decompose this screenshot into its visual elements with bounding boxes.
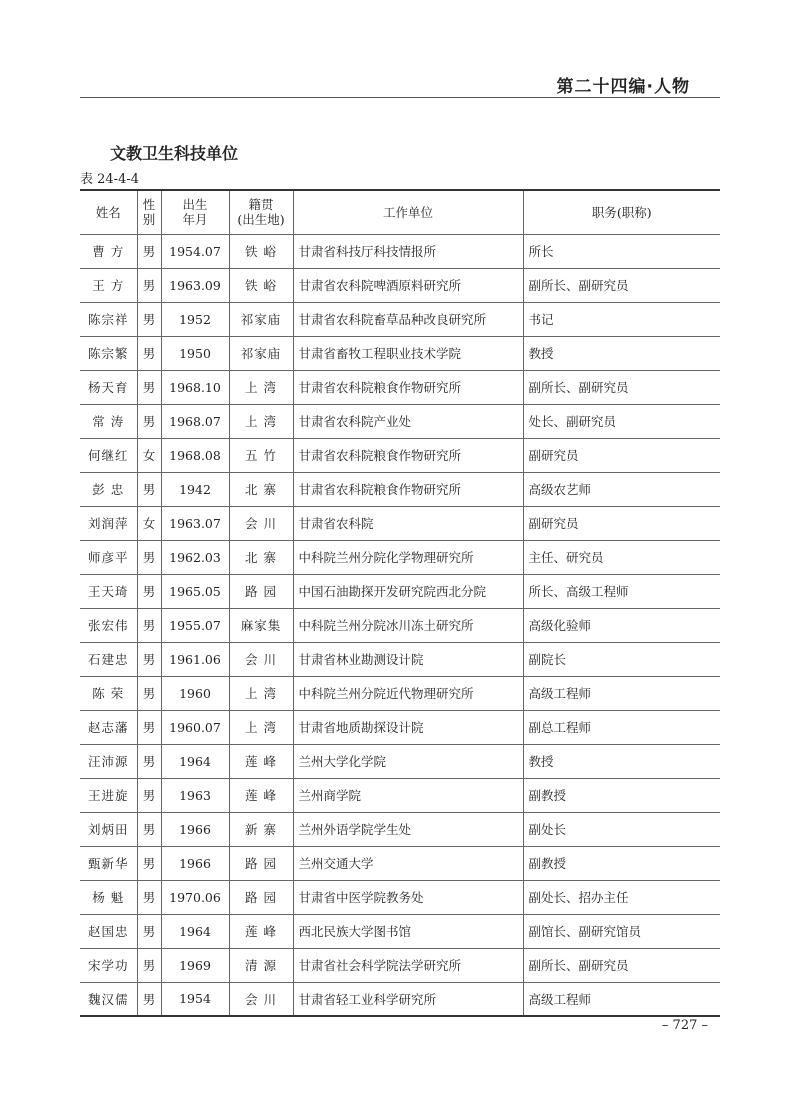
- cell-sex: 男: [137, 370, 161, 404]
- cell-origin: 莲 峰: [229, 914, 293, 948]
- cell-unit: 甘肃省中医学院教务处: [293, 880, 523, 914]
- cell-sex: 男: [137, 676, 161, 710]
- cell-sex: 男: [137, 302, 161, 336]
- cell-unit: 甘肃省农科院产业处: [293, 404, 523, 438]
- table-row: [80, 676, 720, 710]
- table-row: [80, 574, 720, 608]
- cell-sex: 男: [137, 234, 161, 268]
- col-header-born: [161, 190, 229, 234]
- cell-origin: 铁 峪: [229, 234, 293, 268]
- table-row: [80, 540, 720, 574]
- cell-unit: 甘肃省农科院畜草品种改良研究所: [293, 302, 523, 336]
- cell-unit: 兰州商学院: [293, 778, 523, 812]
- cell-name: 赵国忠: [80, 914, 137, 948]
- col-header-origin-line2: (出生地): [237, 212, 285, 228]
- cell-sex: 女: [137, 438, 161, 472]
- table-row: [80, 438, 720, 472]
- cell-origin: 莲 峰: [229, 744, 293, 778]
- cell-name: 陈宗祥: [80, 302, 137, 336]
- cell-unit: 西北民族大学图书馆: [293, 914, 523, 948]
- cell-name: 陈宗繁: [80, 336, 137, 370]
- cell-sex: 男: [137, 914, 161, 948]
- cell-born: 1963.07: [161, 506, 229, 540]
- cell-post: 副所长、副研究员: [523, 268, 720, 302]
- cell-unit: 兰州外语学院学生处: [293, 812, 523, 846]
- cell-unit: 甘肃省农科院粮食作物研究所: [293, 438, 523, 472]
- cell-sex: 男: [137, 268, 161, 302]
- cell-sex: 男: [137, 846, 161, 880]
- cell-name: 甄新华: [80, 846, 137, 880]
- cell-sex: 男: [137, 472, 161, 506]
- cell-born: 1966: [161, 812, 229, 846]
- table-row: [80, 472, 720, 506]
- cell-post: 高级农艺师: [523, 472, 720, 506]
- cell-name: 王天琦: [80, 574, 137, 608]
- table-row: [80, 268, 720, 302]
- cell-born: 1968.07: [161, 404, 229, 438]
- cell-unit: 甘肃省林业勘测设计院: [293, 642, 523, 676]
- cell-born: 1942: [161, 472, 229, 506]
- cell-sex: 男: [137, 608, 161, 642]
- col-header-born-line1: 出生: [182, 197, 208, 213]
- table-row: [80, 982, 720, 1016]
- cell-origin: 上 湾: [229, 404, 293, 438]
- cell-born: 1950: [161, 336, 229, 370]
- cell-post: 副所长、副研究员: [523, 370, 720, 404]
- table-row: [80, 914, 720, 948]
- cell-born: 1964: [161, 744, 229, 778]
- cell-origin: 祁家庙: [229, 336, 293, 370]
- cell-post: 书记: [523, 302, 720, 336]
- cell-born: 1968.10: [161, 370, 229, 404]
- cell-name: 常 涛: [80, 404, 137, 438]
- cell-name: 魏汉儒: [80, 982, 137, 1016]
- cell-name: 张宏伟: [80, 608, 137, 642]
- cell-origin: 上 湾: [229, 370, 293, 404]
- cell-sex: 男: [137, 948, 161, 982]
- cell-born: 1952: [161, 302, 229, 336]
- cell-born: 1954: [161, 982, 229, 1016]
- cell-post: 副处长: [523, 812, 720, 846]
- cell-born: 1970.06: [161, 880, 229, 914]
- table-row: [80, 370, 720, 404]
- cell-name: 师彦平: [80, 540, 137, 574]
- cell-name: 陈 荣: [80, 676, 137, 710]
- cell-unit: 甘肃省农科院粮食作物研究所: [293, 472, 523, 506]
- cell-sex: 男: [137, 778, 161, 812]
- table-row: [80, 948, 720, 982]
- cell-sex: 男: [137, 744, 161, 778]
- cell-sex: 男: [137, 540, 161, 574]
- col-header-origin-line1: 籍贯: [248, 197, 274, 213]
- cell-name: 石建忠: [80, 642, 137, 676]
- cell-origin: 路 园: [229, 574, 293, 608]
- col-header-unit: 工作单位: [293, 190, 523, 234]
- cell-name: 刘炳田: [80, 812, 137, 846]
- cell-name: 宋学功: [80, 948, 137, 982]
- col-header-sex-line2: 别: [142, 212, 156, 228]
- cell-origin: 上 湾: [229, 710, 293, 744]
- table-id: 表 24-4-4: [80, 172, 140, 187]
- cell-unit: 中科院兰州分院冰川冻土研究所: [293, 608, 523, 642]
- table-row: [80, 880, 720, 914]
- cell-unit: 甘肃省科技厅科技情报所: [293, 234, 523, 268]
- page-number: – 727 –: [661, 1018, 708, 1033]
- cell-born: 1962.03: [161, 540, 229, 574]
- table-row: [80, 608, 720, 642]
- table-header-row: [80, 190, 720, 234]
- cell-post: 教授: [523, 336, 720, 370]
- cell-unit: 中国石油勘探开发研究院西北分院: [293, 574, 523, 608]
- cell-origin: 莲 峰: [229, 778, 293, 812]
- cell-origin: 上 湾: [229, 676, 293, 710]
- cell-post: 副研究员: [523, 506, 720, 540]
- cell-born: 1954.07: [161, 234, 229, 268]
- col-header-sex-line1: 性: [142, 197, 156, 213]
- cell-born: 1961.06: [161, 642, 229, 676]
- cell-origin: 麻家集: [229, 608, 293, 642]
- cell-name: 王 方: [80, 268, 137, 302]
- cell-origin: 铁 峪: [229, 268, 293, 302]
- cell-origin: 路 园: [229, 880, 293, 914]
- cell-name: 杨天育: [80, 370, 137, 404]
- cell-born: 1966: [161, 846, 229, 880]
- table-row: [80, 642, 720, 676]
- table-row: [80, 506, 720, 540]
- cell-post: 副处长、招办主任: [523, 880, 720, 914]
- cell-sex: 女: [137, 506, 161, 540]
- cell-origin: 五 竹: [229, 438, 293, 472]
- cell-sex: 男: [137, 574, 161, 608]
- cell-post: 高级工程师: [523, 676, 720, 710]
- table-row: [80, 302, 720, 336]
- cell-born: 1955.07: [161, 608, 229, 642]
- cell-origin: 路 园: [229, 846, 293, 880]
- cell-post: 所长、高级工程师: [523, 574, 720, 608]
- cell-born: 1964: [161, 914, 229, 948]
- cell-post: 高级化验师: [523, 608, 720, 642]
- cell-origin: 清 源: [229, 948, 293, 982]
- personnel-table: [80, 189, 720, 1017]
- col-header-born-line2: 年月: [182, 212, 208, 228]
- cell-origin: 北 寨: [229, 540, 293, 574]
- table-row: [80, 846, 720, 880]
- cell-sex: 男: [137, 404, 161, 438]
- cell-post: 主任、研究员: [523, 540, 720, 574]
- cell-born: 1960.07: [161, 710, 229, 744]
- table-row: [80, 234, 720, 268]
- table-row: [80, 812, 720, 846]
- cell-origin: 新 寨: [229, 812, 293, 846]
- header-rule: [80, 97, 720, 98]
- cell-born: 1969: [161, 948, 229, 982]
- cell-sex: 男: [137, 336, 161, 370]
- cell-name: 赵志藩: [80, 710, 137, 744]
- cell-sex: 男: [137, 710, 161, 744]
- cell-unit: 甘肃省社会科学院法学研究所: [293, 948, 523, 982]
- col-header-name: 姓名: [80, 190, 137, 234]
- cell-born: 1960: [161, 676, 229, 710]
- cell-origin: 会 川: [229, 982, 293, 1016]
- cell-sex: 男: [137, 880, 161, 914]
- cell-origin: 会 川: [229, 506, 293, 540]
- table-row: [80, 744, 720, 778]
- cell-name: 曹 方: [80, 234, 137, 268]
- cell-unit: 甘肃省农科院粮食作物研究所: [293, 370, 523, 404]
- table-row: [80, 404, 720, 438]
- cell-post: 教授: [523, 744, 720, 778]
- cell-unit: 甘肃省轻工业科学研究所: [293, 982, 523, 1016]
- cell-sex: 男: [137, 642, 161, 676]
- cell-unit: 甘肃省畜牧工程职业技术学院: [293, 336, 523, 370]
- cell-post: 高级工程师: [523, 982, 720, 1016]
- cell-name: 何继红: [80, 438, 137, 472]
- running-header-title: 第二十四编·人物: [556, 77, 690, 97]
- cell-born: 1968.08: [161, 438, 229, 472]
- cell-unit: 兰州交通大学: [293, 846, 523, 880]
- table-row: [80, 778, 720, 812]
- cell-unit: 中科院兰州分院化学物理研究所: [293, 540, 523, 574]
- cell-origin: 北 寨: [229, 472, 293, 506]
- table-body: [80, 234, 720, 1016]
- cell-born: 1963.09: [161, 268, 229, 302]
- cell-name: 王进旋: [80, 778, 137, 812]
- cell-sex: 男: [137, 812, 161, 846]
- cell-origin: 祁家庙: [229, 302, 293, 336]
- cell-post: 副教授: [523, 778, 720, 812]
- col-header-origin: [229, 190, 293, 234]
- cell-post: 副馆长、副研究馆员: [523, 914, 720, 948]
- cell-sex: 男: [137, 982, 161, 1016]
- cell-born: 1965.05: [161, 574, 229, 608]
- cell-born: 1963: [161, 778, 229, 812]
- cell-unit: 甘肃省地质勘探设计院: [293, 710, 523, 744]
- cell-post: 副所长、副研究员: [523, 948, 720, 982]
- cell-unit: 兰州大学化学院: [293, 744, 523, 778]
- cell-name: 杨 魁: [80, 880, 137, 914]
- cell-unit: 甘肃省农科院: [293, 506, 523, 540]
- cell-post: 副教授: [523, 846, 720, 880]
- cell-post: 副研究员: [523, 438, 720, 472]
- cell-name: 彭 忠: [80, 472, 137, 506]
- col-header-sex: [137, 190, 161, 234]
- cell-unit: 甘肃省农科院啤酒原料研究所: [293, 268, 523, 302]
- cell-name: 刘润萍: [80, 506, 137, 540]
- table-row: [80, 710, 720, 744]
- cell-post: 处长、副研究员: [523, 404, 720, 438]
- cell-post: 副院长: [523, 642, 720, 676]
- cell-name: 汪沛源: [80, 744, 137, 778]
- cell-origin: 会 川: [229, 642, 293, 676]
- cell-post: 副总工程师: [523, 710, 720, 744]
- table-row: [80, 336, 720, 370]
- cell-post: 所长: [523, 234, 720, 268]
- section-title: 文教卫生科技单位: [110, 144, 239, 163]
- cell-unit: 中科院兰州分院近代物理研究所: [293, 676, 523, 710]
- col-header-post: 职务(职称): [523, 190, 720, 234]
